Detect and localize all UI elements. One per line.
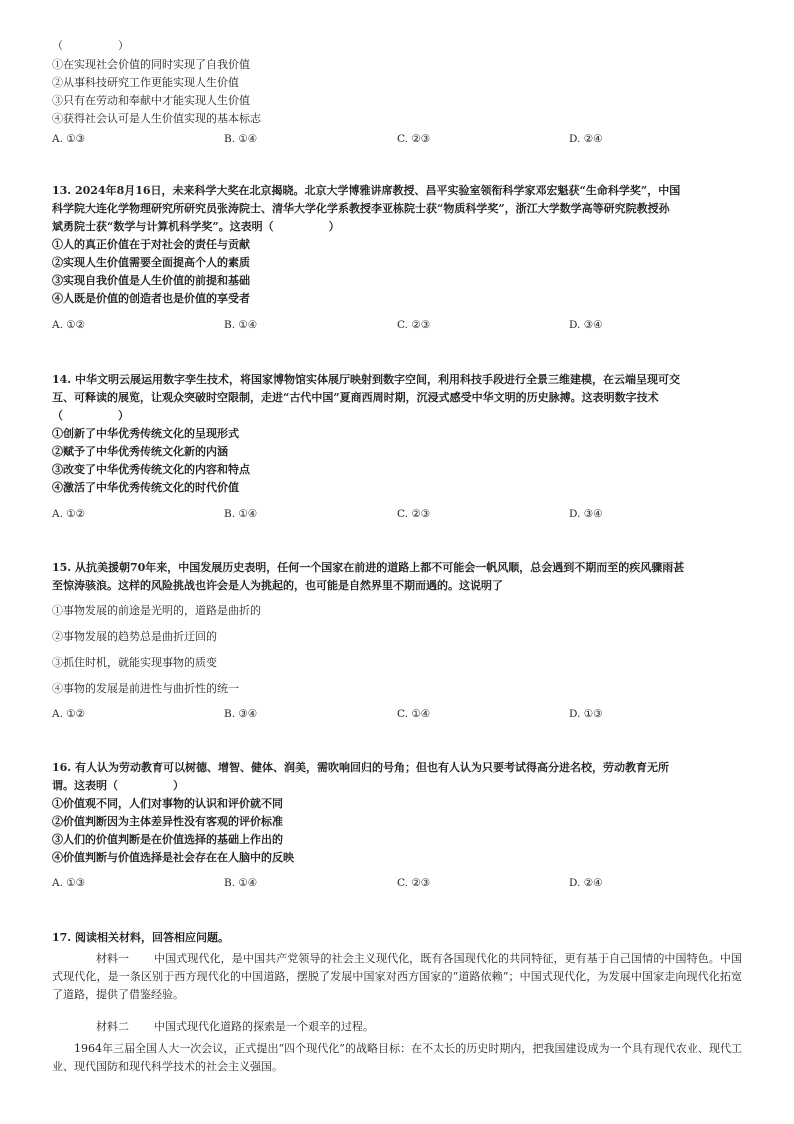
q14-option-a[interactable]: A. ①②: [52, 508, 86, 520]
q13-item-3: ③实现自我价值是人生价值的前提和基础: [52, 274, 250, 287]
q14-stem-line-3: （ ）: [52, 409, 129, 422]
q16-option-a[interactable]: A. ①③: [52, 877, 86, 889]
q12-option-d[interactable]: D. ②④: [569, 133, 603, 145]
q12-option-b[interactable]: B. ①④: [224, 133, 258, 145]
q15-item-1: ①事物发展的前途是光明的，道路是曲折的: [52, 604, 261, 617]
q16-item-2: ②价值判断因为主体差异性没有客观的评价标准: [52, 815, 283, 828]
q13-option-c[interactable]: C. ②③: [397, 319, 431, 331]
q16-item-3: ③人们的价值判断是在价值选择的基础上作出的: [52, 833, 283, 846]
q17-material-2-text: 中国式现代化道路的探索是一个艰辛的过程。: [154, 1020, 374, 1033]
q15-item-3: ③抓住时机，就能实现事物的质变: [52, 656, 217, 669]
q15-stem-line-1: 15. 从抗美援朝70年来，中国发展历史表明，任何一个国家在前进的道路上都不可能会一帆风顺，总会遇到不期而至的疾风骤雨甚: [52, 561, 685, 574]
q13-option-d[interactable]: D. ③④: [569, 319, 603, 331]
q13-option-b[interactable]: B. ①④: [224, 319, 258, 331]
q17-material-2-label: 材料二: [96, 1020, 129, 1033]
q12-item-3: ③只有在劳动和奉献中才能实现人生价值: [52, 94, 250, 107]
q12-item-1: ①在实现社会价值的同时实现了自我价值: [52, 58, 250, 71]
q13-item-4: ④人既是价值的创造者也是价值的享受者: [52, 292, 250, 305]
q13-stem-line-3: 斌勇院士获“数学与计算机科学奖”。这表明（ ）: [52, 220, 340, 233]
q16-option-c[interactable]: C. ②③: [397, 877, 431, 889]
q12-item-2: ②从事科技研究工作更能实现人生价值: [52, 76, 239, 89]
q12-option-c[interactable]: C. ②③: [397, 133, 431, 145]
q13-stem-line-1: 13. 2024年8月16日，未来科学大奖在北京揭晓。北京大学博雅讲席教授、昌平实验室领衔科学家邓宏魁获“生命科学奖”，中国: [52, 184, 681, 197]
q15-option-a[interactable]: A. ①②: [52, 708, 86, 720]
q16-item-4: ④价值判断与价值选择是社会存在在人脑中的反映: [52, 851, 294, 864]
q14-item-3: ③改变了中华优秀传统文化的内容和特点: [52, 463, 250, 476]
q17-material-1: [52, 950, 742, 1004]
q16-stem-line-2: 谓。这表明（ ）: [52, 779, 184, 792]
q14-stem-line-1: 14. 中华文明云展运用数字孪生技术，将国家博物馆实体展厅映射到数字空间，利用科技手段进行全景三维建模，在云端呈现可交: [52, 373, 680, 386]
q14-option-c[interactable]: C. ②③: [397, 508, 431, 520]
q15-item-4: ④事物的发展是前进性与曲折性的统一: [52, 682, 239, 695]
q15-option-c[interactable]: C. ①④: [397, 708, 431, 720]
q13-item-1: ①人的真正价值在于对社会的责任与贡献: [52, 238, 250, 251]
q16-stem-line-1: 16. 有人认为劳动教育可以树德、增智、健体、润美，需吹响回归的号角；但也有人认为只要考试得高分进名校，劳动教育无所: [52, 761, 669, 774]
q13-option-a[interactable]: A. ①②: [52, 319, 86, 331]
q12-option-a[interactable]: A. ①③: [52, 133, 86, 145]
q16-item-1: ①价值观不同，人们对事物的认识和评价就不同: [52, 797, 283, 810]
q17-stem: 17. 阅读相关材料，回答相应问题。: [52, 931, 229, 944]
q16-option-b[interactable]: B. ①④: [224, 877, 258, 889]
q14-item-2: ②赋予了中华优秀传统文化新的内涵: [52, 445, 228, 458]
q13-item-2: ②实现人生价值需要全面提高个人的素质: [52, 256, 250, 269]
q12-item-4: ④获得社会认可是人生价值实现的基本标志: [52, 112, 261, 125]
q12-blank: （ ）: [52, 39, 129, 52]
q14-stem-line-2: 互、可释读的展览，让观众突破时空限制，走进“古代中国”夏商西周时期，沉浸式感受中华文明的历史脉搏。这表明数字技术: [52, 391, 659, 404]
q17-material-1-label: 材料一: [96, 952, 129, 965]
q17-material-1-text: 中国式现代化，是中国共产党领导的社会主义现代化，既有各国现代化的共同特征，更有基于自己国情的中国特色。中国式现代化，是一条区别于西方现代化的中国道路，摆脱了发展中国家对西方国家的“道路依赖”；中国式现代化，为发展中国家走向现代化拓宽了道路，提供了借鉴经验。: [52, 952, 742, 1001]
q15-option-b[interactable]: B. ③④: [224, 708, 258, 720]
q17-paragraph: 1964年三届全国人大一次会议，正式提出“四个现代化”的战略目标：在不太长的历史时期内，把我国建设成为一个具有现代农业、现代工业、现代国防和现代科学技术的社会主义强国。: [52, 1042, 742, 1073]
q15-stem-line-2: 至惊涛骇浪。这样的风险挑战也许会是人为挑起的，也可能是自然界里不期而遇的。这说明了: [52, 579, 503, 592]
q14-option-d[interactable]: D. ③④: [569, 508, 603, 520]
q17-material-2: [52, 1018, 742, 1036]
q14-option-b[interactable]: B. ①④: [224, 508, 258, 520]
q15-item-2: ②事物发展的趋势总是曲折迂回的: [52, 630, 217, 643]
q15-option-d[interactable]: D. ①③: [569, 708, 603, 720]
q14-item-1: ①创新了中华优秀传统文化的呈现形式: [52, 427, 239, 440]
q16-option-d[interactable]: D. ②④: [569, 877, 603, 889]
q14-item-4: ④激活了中华优秀传统文化的时代价值: [52, 481, 239, 494]
q13-stem-line-2: 科学院大连化学物理研究所研究员张涛院士、清华大学化学系教授李亚栋院士获“物质科学奖”，浙江大学数学高等研究院教授孙: [52, 202, 670, 215]
